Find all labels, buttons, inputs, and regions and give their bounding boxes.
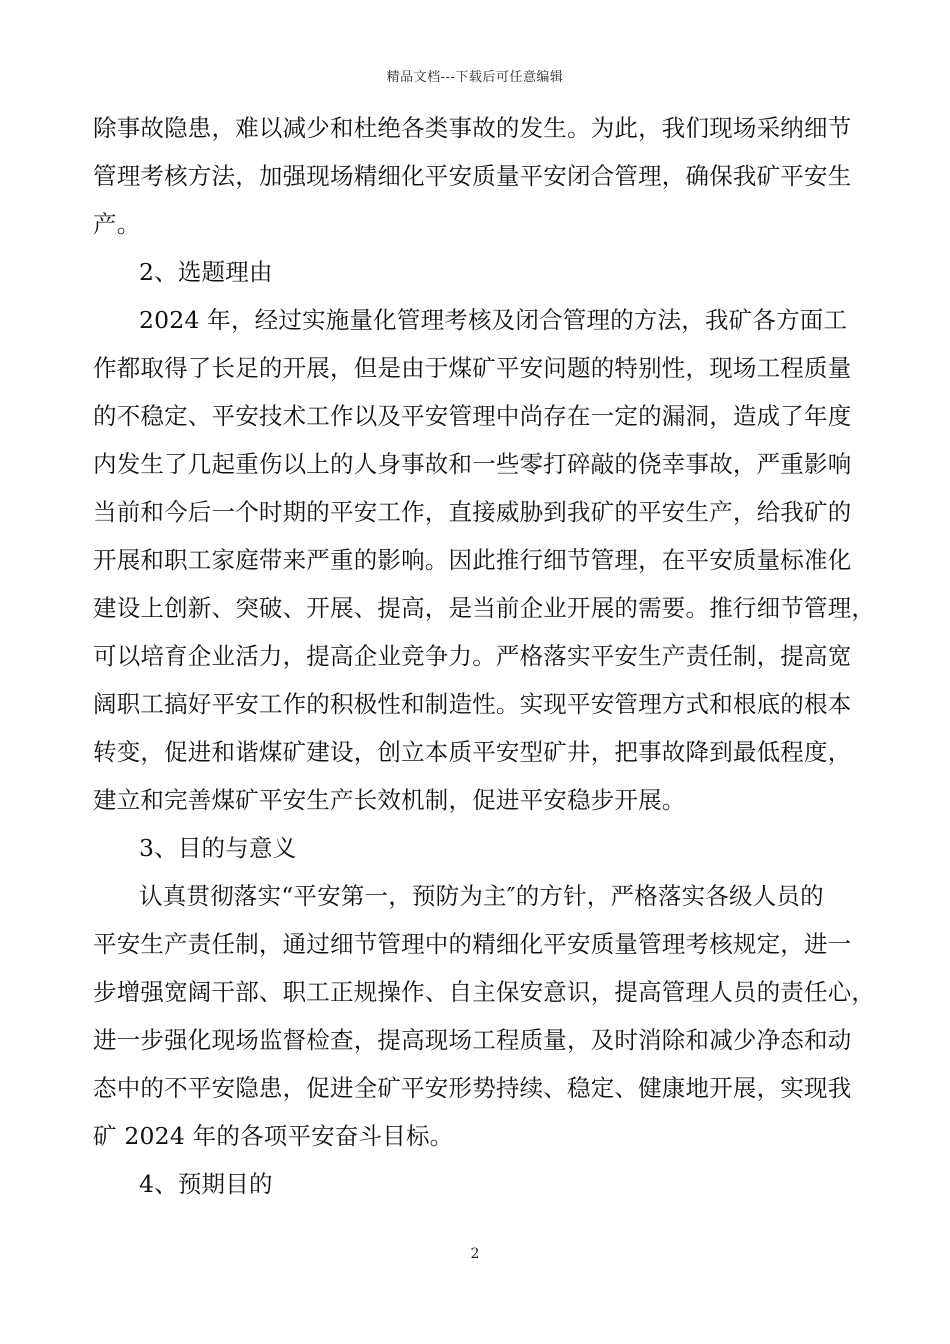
paragraph-line: 转变，促进和谐煤矿建设，创立本质平安型矿井，把事故降到最低程度， (93, 738, 852, 766)
page-number: 2 (470, 1246, 480, 1262)
paragraph-line: 除事故隐患，难以减少和杜绝各类事故的发生。为此，我们现场采纳细节 (93, 114, 852, 142)
paragraph-line: 2024 年，经过实施量化管理考核及闭合管理的方法，我矿各方面工 (139, 306, 848, 334)
paragraph-line: 建立和完善煤矿平安生产长效机制，促进平安稳步开展。 (93, 786, 686, 814)
paragraph-line: 进一步强化现场监督检查，提高现场工程质量，及时消除和减少净态和动 (93, 1026, 852, 1054)
paragraph-line: 作都取得了长足的开展，但是由于煤矿平安问题的特别性，现场工程质量 (93, 354, 852, 382)
paragraph-line: 矿 2024 年的各项平安奋斗目标。 (93, 1122, 454, 1150)
paragraph-line: 平安生产责任制，通过细节管理中的精细化平安质量管理考核规定，进一 (93, 930, 852, 958)
paragraph-line: 管理考核方法，加强现场精细化平安质量平安闭合管理，确保我矿平安生 (93, 162, 852, 190)
paragraph-line: 可以培育企业活力，提高企业竞争力。严格落实平安生产责任制，提高宽 (93, 642, 852, 670)
section-heading-4: 4、预期目的 (139, 1170, 273, 1198)
page-header: 精品文档---下载后可任意编辑 (386, 70, 564, 85)
paragraph-line: 阔职工搞好平安工作的积极性和制造性。实现平安管理方式和根底的根本 (93, 690, 852, 718)
paragraph-line: 开展和职工家庭带来严重的影响。因此推行细节管理，在平安质量标准化 (93, 546, 852, 574)
paragraph-line: 产。 (93, 210, 141, 238)
paragraph-line: 建设上创新、突破、开展、提高，是当前企业开展的需要。推行细节管理， (93, 594, 876, 622)
section-heading-3: 3、目的与意义 (139, 834, 297, 862)
paragraph-line: 步增强宽阔干部、职工正规操作、自主保安意识，提高管理人员的责任心， (93, 978, 876, 1006)
paragraph-line: 的不稳定、平安技术工作以及平安管理中尚存在一定的漏洞，造成了年度 (93, 402, 852, 430)
paragraph-line: 当前和今后一个时期的平安工作，直接威胁到我矿的平安生产，给我矿的 (93, 498, 852, 526)
paragraph-line: 认真贯彻落实“平安第一，预防为主″的方针，严格落实各级人员的 (139, 882, 824, 910)
document-body (93, 104, 877, 1208)
section-heading-2: 2、选题理由 (139, 258, 273, 286)
paragraph-line: 内发生了几起重伤以上的人身事故和一些零打碎敲的侥幸事故，严重影响 (93, 450, 852, 478)
paragraph-line: 态中的不平安隐患，促进全矿平安形势持续、稳定、健康地开展，实现我 (93, 1074, 852, 1102)
